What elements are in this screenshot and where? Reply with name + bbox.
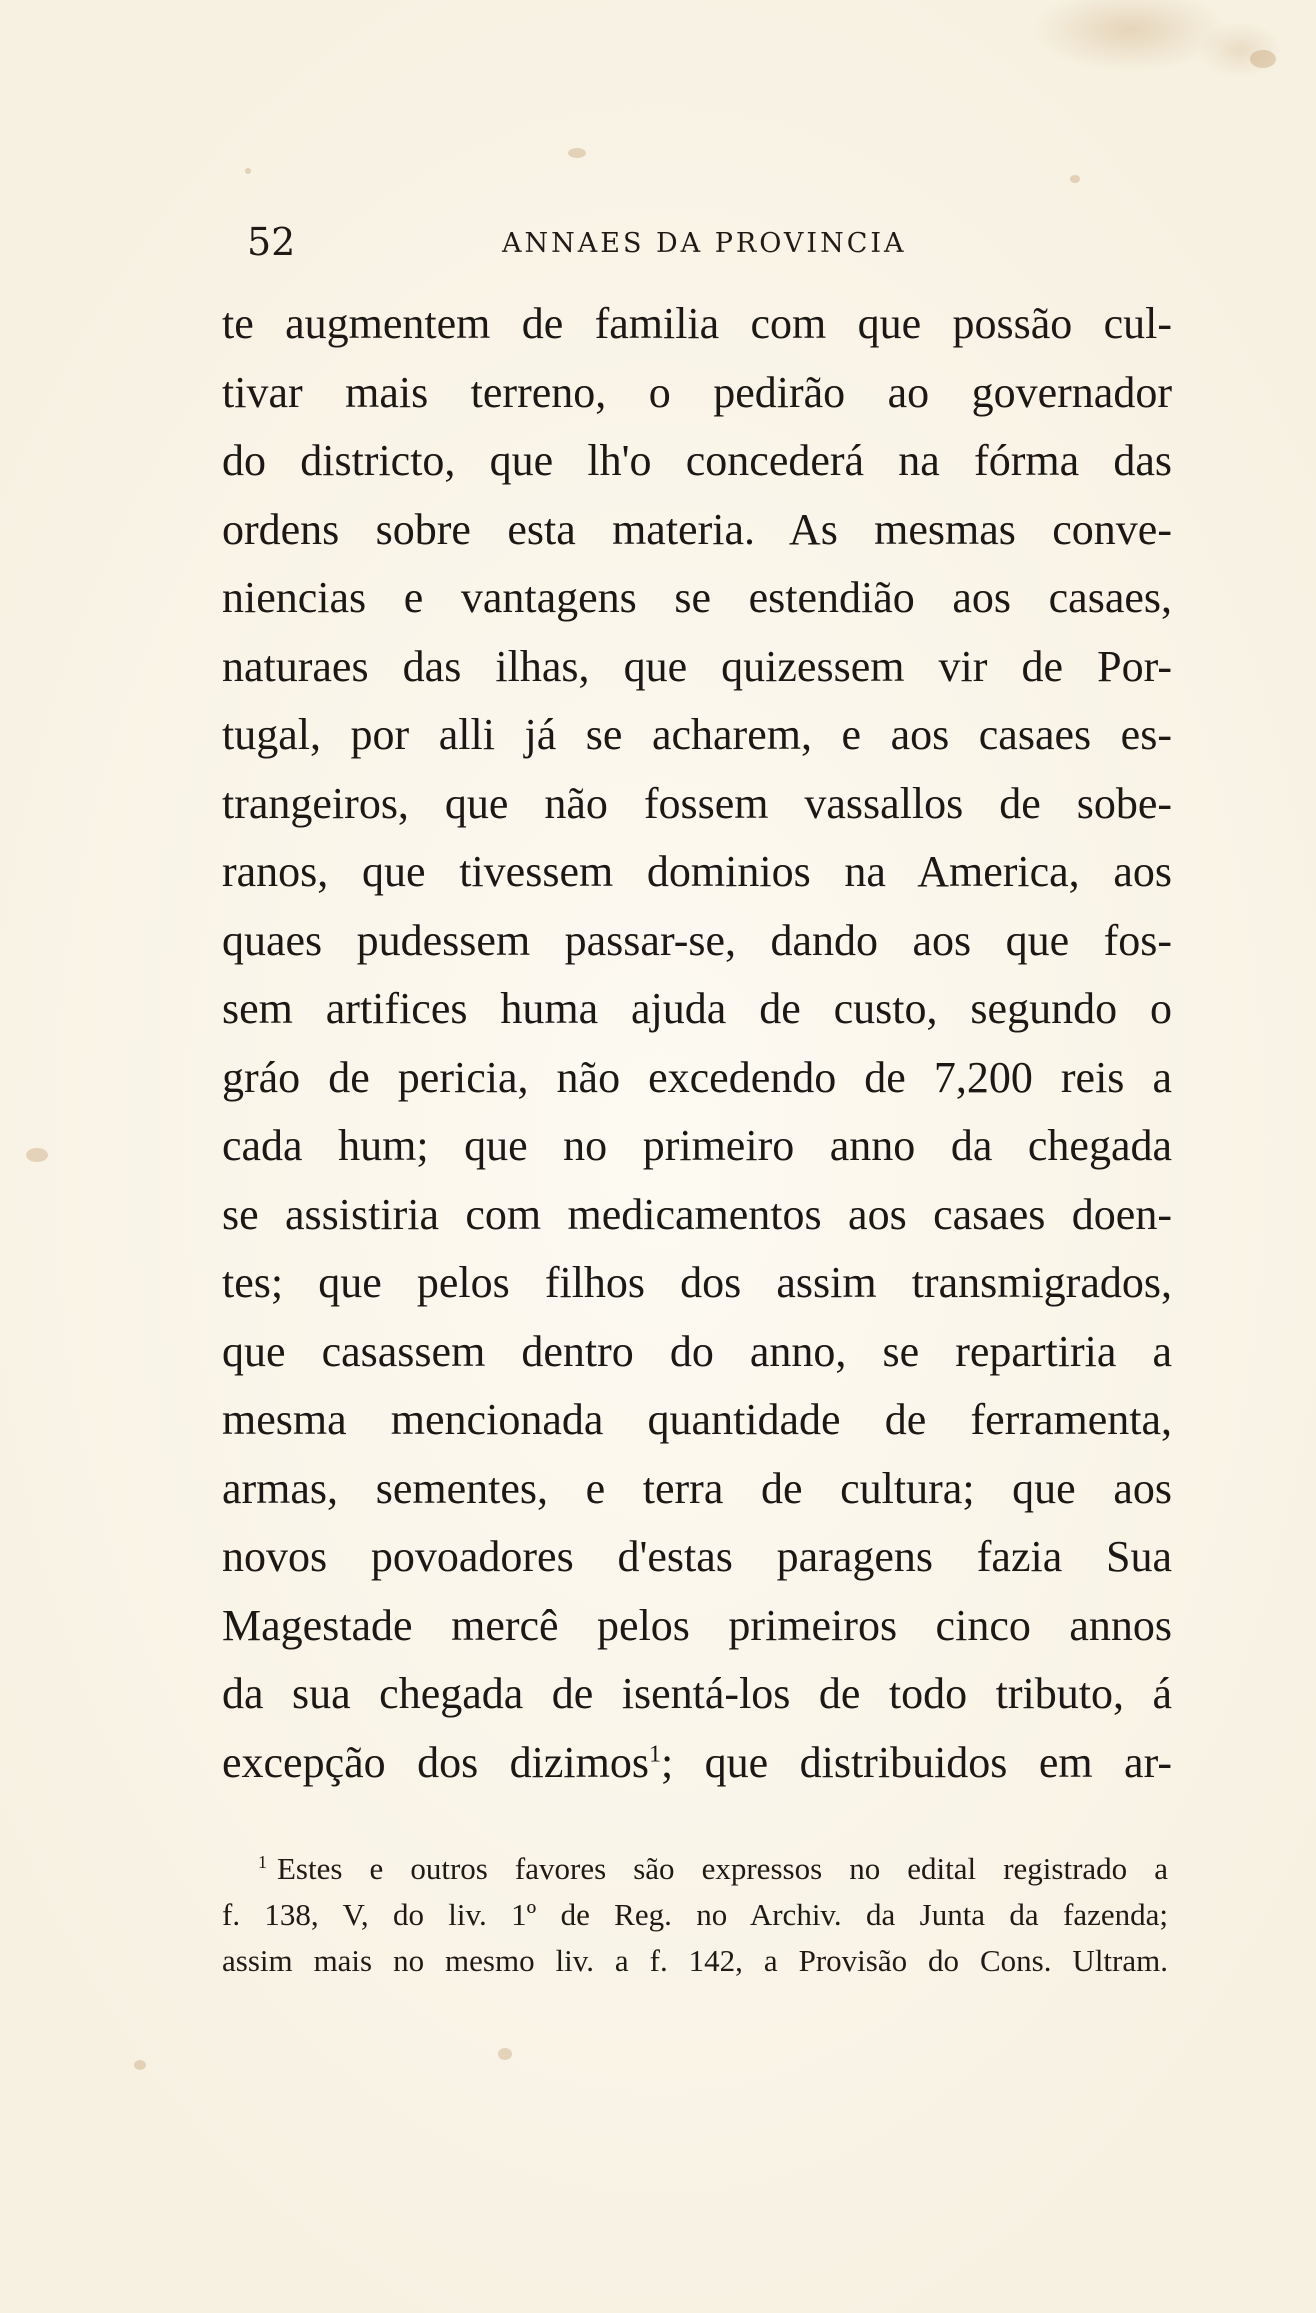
- footnote-line: f. 138, V, do liv. 1º de Reg. no Archiv. da Junta da fazenda;: [222, 1897, 1168, 1932]
- text-line: do districto, que lh'o concederá na fórma das: [222, 436, 1172, 485]
- running-head: ANNAES DA PROVINCIA: [502, 228, 907, 259]
- footnote-reference[interactable]: 1: [648, 1740, 661, 1767]
- paper-speck: [245, 168, 251, 174]
- text-line: novos povoadores d'estas paragens fazia Sua: [222, 1532, 1172, 1581]
- paper-speck: [498, 2048, 512, 2060]
- footnote-text: Estes e outros favores são expressos no edital registrado a: [277, 1851, 1168, 1886]
- text-line: mesma mencionada quantidade de ferramenta,: [222, 1395, 1172, 1444]
- text-line: armas, sementes, e terra de cultura; que aos: [222, 1463, 1172, 1513]
- footnote-marker: 1: [258, 1851, 267, 1872]
- text-line: Magestade mercê pelos primeiros cinco annos: [222, 1600, 1172, 1650]
- paper-speck: [1250, 50, 1276, 68]
- text-line: cada hum; que no primeiro anno da chegada: [222, 1121, 1172, 1170]
- paper-speck: [134, 2060, 146, 2070]
- paper-speck: [26, 1148, 48, 1162]
- text-line: trangeiros, que não fossem vassallos de sobe-: [222, 778, 1172, 828]
- text-line: niencias e vantagens se estendião aos casaes,: [222, 573, 1172, 622]
- body-text: [222, 290, 1172, 1797]
- text-line: [222, 1729, 1172, 1798]
- text-line: tes; que pelos filhos dos assim transmigrados,: [222, 1258, 1172, 1307]
- paper-speck: [1070, 175, 1080, 183]
- text-line: naturaes das ilhas, que quizessem vir de Por-: [222, 641, 1172, 691]
- text-line: se assistiria com medicamentos aos casaes doen-: [222, 1189, 1172, 1239]
- text-line: ordens sobre esta materia. As mesmas conve-: [222, 504, 1172, 554]
- text-line: quaes pudessem passar-se, dando aos que fos-: [222, 915, 1172, 965]
- text-line: gráo de pericia, não excedendo de 7,200 reis a: [222, 1052, 1172, 1102]
- footnote-line: [222, 1846, 1168, 1892]
- text-line: sem artifices huma ajuda de custo, segundo o: [222, 984, 1172, 1033]
- page-header: [247, 218, 927, 266]
- text-line: tugal, por alli já se acharem, e aos casaes es-: [222, 710, 1172, 759]
- text-line: te augmentem de familia com que possão cul-: [222, 299, 1172, 348]
- text-line: da sua chegada de isentá-los de todo tributo, á: [222, 1669, 1172, 1718]
- page-number: 52: [247, 220, 296, 264]
- footnote-line: assim mais no mesmo liv. a f. 142, a Provisão do Cons. Ultram.: [222, 1943, 1168, 1978]
- text-line: que casassem dentro do anno, se repartiria a: [222, 1326, 1172, 1376]
- paper-speck: [568, 148, 586, 158]
- text-line: tivar mais terreno, o pedirão ao governador: [222, 367, 1172, 417]
- text-segment: ; que distribuidos em ar-: [660, 1737, 1172, 1787]
- footnote: [222, 1846, 1168, 1984]
- text-segment: excepção dos dizimos: [222, 1737, 649, 1787]
- text-line: ranos, que tivessem dominios na America, aos: [222, 847, 1172, 896]
